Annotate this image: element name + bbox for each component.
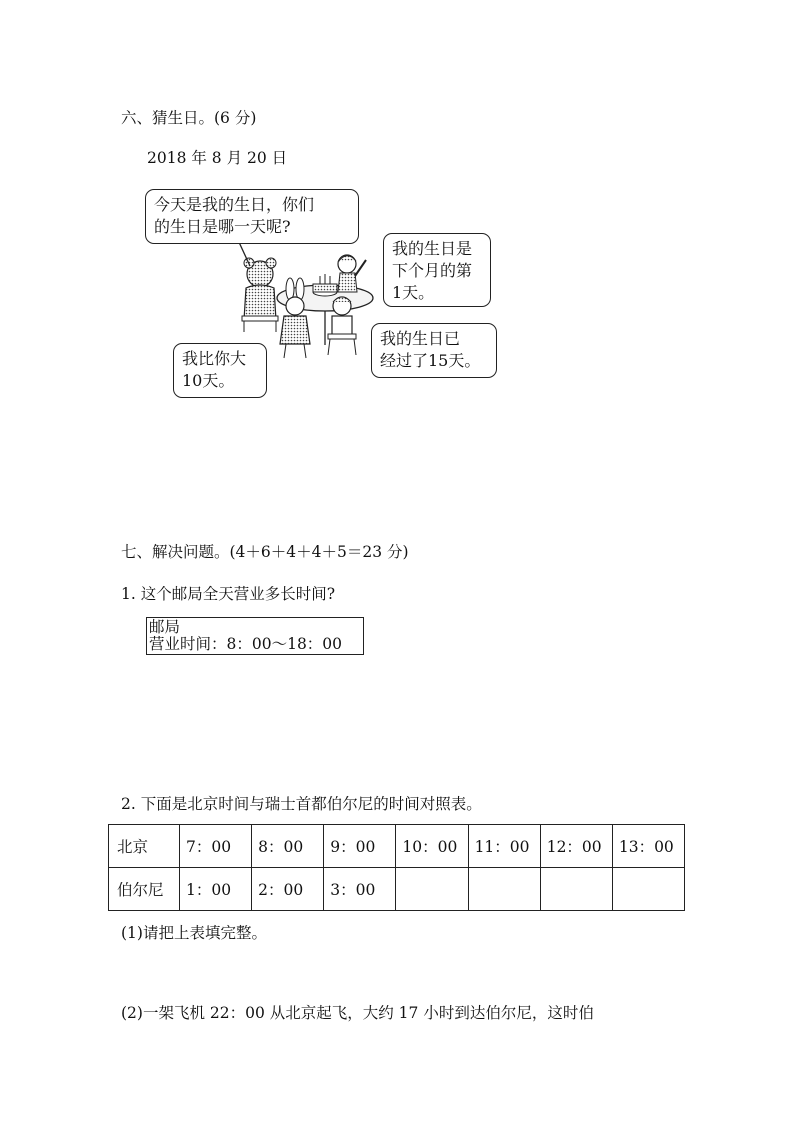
table-cell: 11：00 bbox=[468, 825, 540, 868]
blank-answer-cell[interactable] bbox=[468, 868, 540, 911]
table-cell: 1：00 bbox=[180, 868, 252, 911]
boy-icon bbox=[338, 255, 366, 292]
bubble-line: 我的生日已 bbox=[380, 329, 461, 348]
post-office-sign bbox=[146, 617, 364, 655]
bubble-line: 今天是我的生日，你们 bbox=[154, 195, 315, 214]
question-2: 2. 下面是北京时间与瑞士首都伯尔尼的时间对照表。 bbox=[121, 795, 482, 813]
table-cell: 12：00 bbox=[540, 825, 612, 868]
question-1: 1. 这个邮局全天营业多长时间? bbox=[121, 585, 336, 603]
birthday-cake-icon bbox=[313, 274, 337, 296]
time-comparison-table bbox=[108, 824, 685, 911]
bubble-line: 我比你大 bbox=[182, 349, 247, 368]
table-cell: 9：00 bbox=[324, 825, 396, 868]
girl-speech-bubble bbox=[371, 323, 497, 378]
sign-hours: 营业时间：8：00～18：00 bbox=[149, 635, 343, 653]
section-6-title: 六、猜生日。(6 分) bbox=[121, 109, 257, 127]
bubble-line: 10天。 bbox=[182, 371, 235, 390]
table-cell: 7：00 bbox=[180, 825, 252, 868]
blank-answer-cell[interactable] bbox=[612, 868, 684, 911]
table-cell: 10：00 bbox=[396, 825, 468, 868]
sign-title: 邮局 bbox=[149, 618, 181, 636]
table-cell: 伯尔尼 bbox=[109, 868, 180, 911]
table-row bbox=[109, 868, 685, 911]
table-row bbox=[109, 825, 685, 868]
sub-question-2: (2)一架飞机 22：00 从北京起飞，大约 17 小时到达伯尔尼，这时伯 bbox=[121, 1004, 594, 1022]
table-cell: 13：00 bbox=[612, 825, 684, 868]
table-cell: 8：00 bbox=[252, 825, 324, 868]
rabbit-speech-bubble bbox=[173, 343, 267, 398]
sub-question-1: (1)请把上表填完整。 bbox=[121, 924, 267, 942]
table-cell: 2：00 bbox=[252, 868, 324, 911]
bear-speech-bubble bbox=[145, 189, 359, 244]
table-cell: 3：00 bbox=[324, 868, 396, 911]
bubble-line: 经过了15天。 bbox=[380, 351, 481, 370]
bubble-line: 下个月的第 bbox=[392, 261, 473, 280]
date-label: 2018 年 8 月 20 日 bbox=[147, 149, 288, 167]
bubble-line: 我的生日是 bbox=[392, 239, 473, 258]
table-cell: 北京 bbox=[109, 825, 180, 868]
blank-answer-cell[interactable] bbox=[540, 868, 612, 911]
boy-speech-bubble bbox=[383, 233, 491, 307]
bubble-line: 的生日是哪一天呢? bbox=[154, 217, 291, 236]
bear-icon bbox=[242, 258, 278, 332]
bubble-line: 1天。 bbox=[392, 283, 435, 302]
section-7-title: 七、解决问题。(4＋6＋4＋4＋5＝23 分) bbox=[121, 543, 409, 561]
blank-answer-cell[interactable] bbox=[396, 868, 468, 911]
